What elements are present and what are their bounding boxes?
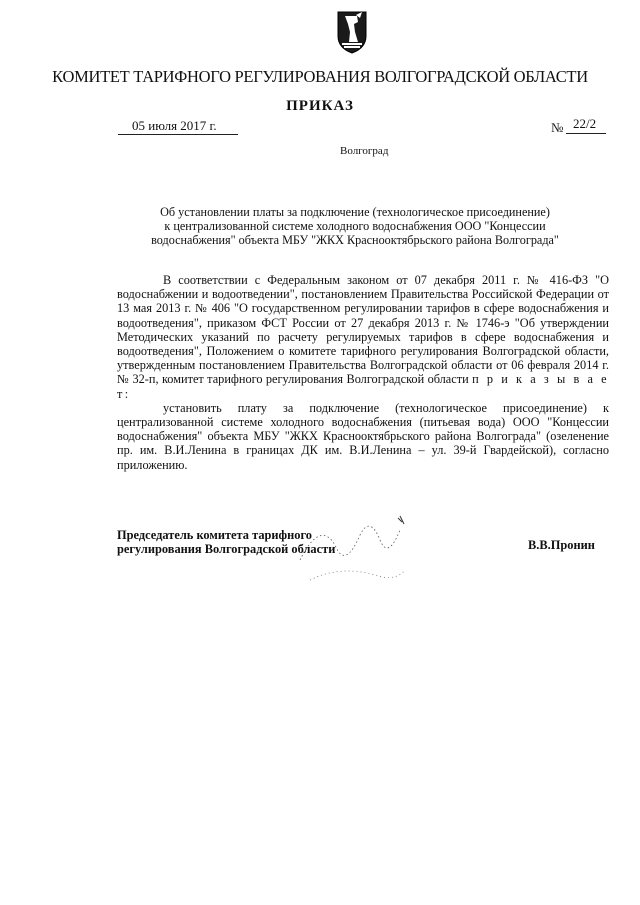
number-underline [566,133,606,134]
document-subject [110,205,600,247]
city-name: Волгоград [340,145,389,157]
directive-word: п р и к а з ы в а е т: [117,372,609,401]
signatory-name: В.В.Пронин [528,538,595,552]
order-paragraph: установить плату за подключение (технологическое присоединение) к централизованной системе холодного водоснабжения (питьевая вода) ООО "Концессии водоснабжения" объекта МБУ "ЖКХ Краснооктябрьского района Волгограда" (озеленение пр. им. В.И.Ленина в границах ДК им. В.И.Ленина – ул. 39-й Гвардейской), согласно приложению. [117,400,609,472]
preamble-paragraph [117,273,609,401]
document-body [117,273,609,472]
date-underline [118,134,238,135]
subject-line-1: Об установлении платы за подключение (технологическое присоединение) [160,205,550,219]
number-sign: № [551,120,564,135]
subject-line-2: к централизованной системе холодного водоснабжения ООО "Концессии [164,219,546,233]
preamble-text: В соответствии с Федеральным законом от 07 декабря 2011 г. № 416-ФЗ "О водоснабжении и водоотведении", постановлением Правительства Российской Федерации от 13 мая 2013 г. № 406 "О государственном регулировании тарифов в сфере водоснабжения и водоотведения", приказом ФСТ России от 27 декабря 2013 г. № 1746-э "Об утверждении Методических указаний по расчету регулируемых тарифов в сфере водоснабжения и водоотведения", Положением о комитете тарифного регулирования Волгоградской области, утвержденным постановлением Правительства Волгоградской области от 06 февраля 2014 г. № 32-п, комитет тарифного регулирования Волгоградской области [117,273,609,387]
subject-line-3: водоснабжения" объекта МБУ "ЖКХ Краснооктябрьского района Волгограда" [151,233,559,247]
signatory-title [117,528,417,556]
document-type-title: ПРИКАЗ [286,98,354,114]
document-number: 22/2 [573,116,597,131]
document-date: 05 июля 2017 г. [132,118,217,133]
organization-name: КОМИТЕТ ТАРИФНОГО РЕГУЛИРОВАНИЯ ВОЛГОГРАДСКОЙ ОБЛАСТИ [52,67,588,86]
coat-of-arms-emblem [336,10,368,54]
signatory-title-line-1: Председатель комитета тарифного [117,528,312,542]
signatory-title-line-2: регулирования Волгоградской области [117,542,336,556]
